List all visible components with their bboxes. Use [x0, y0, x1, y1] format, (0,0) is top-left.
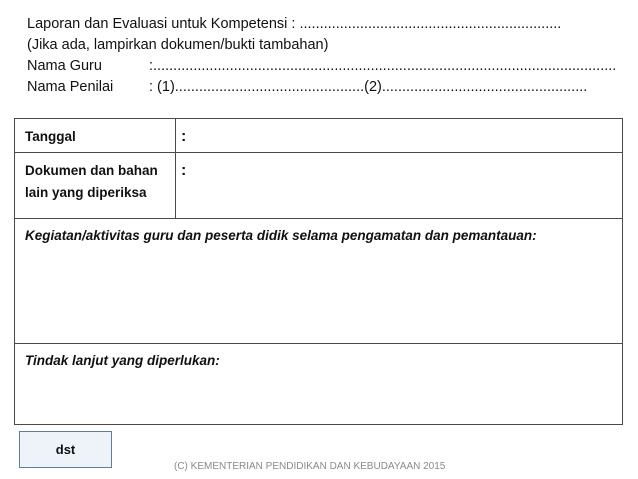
attachment-note: (Jika ada, lampirkan dokumen/bukti tambahan) — [27, 37, 329, 53]
dst-button[interactable]: dst — [19, 431, 112, 468]
tanggal-label: Tanggal — [15, 119, 176, 152]
dokumen-field[interactable]: : — [181, 162, 187, 179]
evaluation-form-table — [14, 118, 623, 425]
row-kegiatan — [15, 219, 622, 344]
dokumen-label: Dokumen dan bahan lain yang diperiksa — [15, 153, 176, 218]
row-tindak-lanjut — [15, 344, 622, 426]
row-tanggal — [15, 119, 622, 153]
kegiatan-label[interactable]: Kegiatan/aktivitas guru dan peserta didik selama pengamatan dan pemantauan: — [25, 228, 537, 243]
nama-penilai-label: Nama Penilai — [27, 79, 114, 95]
tanggal-field[interactable]: : — [181, 128, 187, 145]
nama-guru-line — [27, 56, 617, 77]
tindak-lanjut-label[interactable]: Tindak lanjut yang diperlukan: — [25, 353, 220, 368]
nama-penilai-value: : (1)...............................................(2)................................................... — [149, 79, 588, 95]
nama-penilai-line — [27, 77, 617, 98]
row-dokumen — [15, 153, 622, 219]
copyright-footer: (C) KEMENTERIAN PENDIDIKAN DAN KEBUDAYAAN 2015 — [174, 461, 446, 472]
report-header — [27, 14, 617, 98]
kompetensi-line: Laporan dan Evaluasi untuk Kompetensi : ................................................................. — [27, 16, 562, 32]
nama-guru-label: Nama Guru — [27, 58, 102, 74]
nama-guru-value: :................................................................................................................... — [149, 58, 617, 74]
